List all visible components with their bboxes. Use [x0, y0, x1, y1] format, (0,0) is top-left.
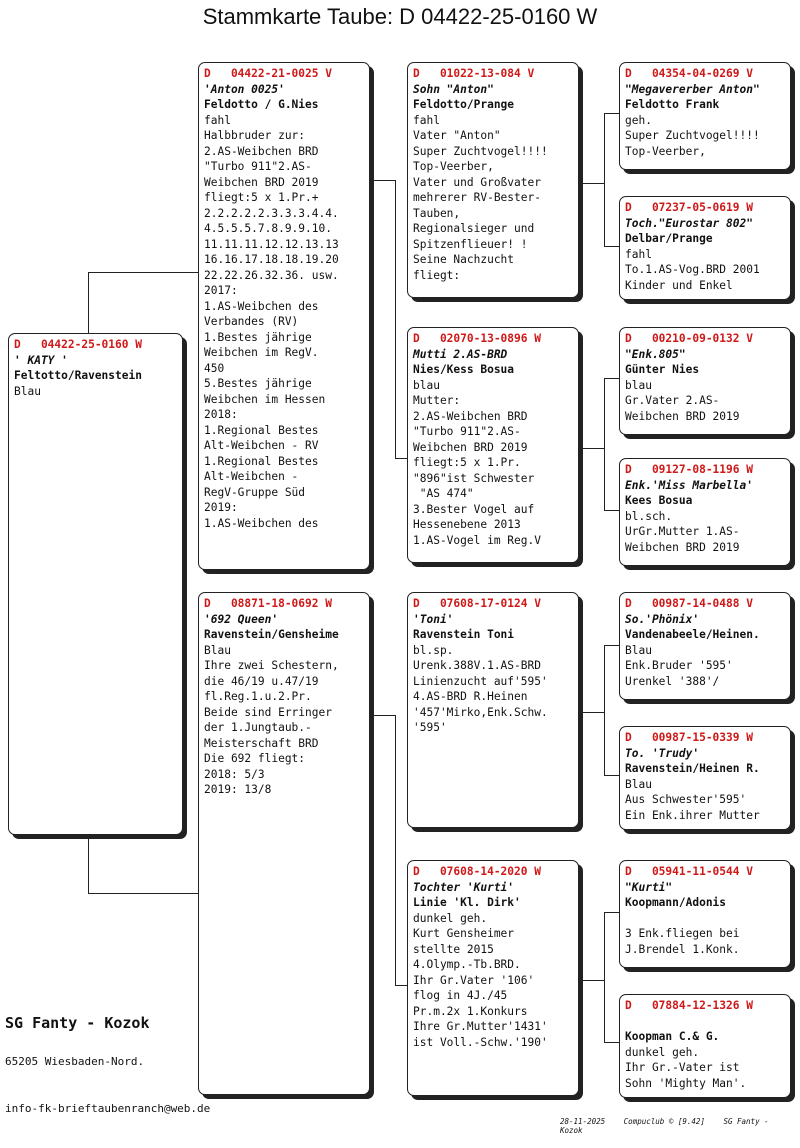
info-line: Urenkel '388'/ [625, 674, 720, 688]
info-line: 1.Regional Bestes [204, 454, 319, 468]
pedigree-card-fmm[interactable] [619, 458, 791, 566]
info-line: stellte 2015 [413, 942, 494, 956]
info-line: bl.sp. [413, 643, 454, 657]
connector [583, 980, 604, 981]
info-line: 2019: 13/8 [204, 783, 272, 796]
pigeon-name: "Megavererber Anton" [625, 82, 760, 96]
info-line: Pr.m.2x 1.Konkurs [413, 1004, 528, 1018]
info-line: ist Voll.-Schw.'190' [413, 1035, 548, 1049]
ring-number: D 07608-14-2020 W [413, 865, 541, 878]
info-line: Weibchen BRD 2019 [413, 440, 528, 454]
breeder-name: Vandenabeele/Heinen. [625, 628, 760, 641]
pedigree-card-subject[interactable] [8, 333, 183, 835]
info-line: J.Brendel 1.Konk. [625, 942, 740, 956]
breeder-name: Ravenstein/Gensheime [204, 628, 339, 641]
info-line: '595' [413, 721, 447, 734]
info-line: Linienzucht auf'595' [413, 674, 548, 688]
ring-number: D 07608-17-0124 V [413, 597, 541, 610]
pedigree-card-ffm[interactable] [619, 196, 791, 300]
info-line: Super Zuchtvogel!!!! [413, 144, 548, 158]
info-line: fliegt: [413, 268, 461, 282]
connector [583, 712, 604, 713]
info-line: dunkel geh. [413, 911, 488, 925]
info-line: blau [413, 378, 440, 392]
info-line: 2018: 5/3 [204, 767, 265, 781]
pigeon-name: 'Anton 0025' [204, 82, 285, 96]
info-line: Kurt Gensheimer [413, 927, 515, 940]
info-line: fahl [625, 247, 652, 261]
pedigree-card-mf[interactable] [407, 592, 579, 828]
info-line: Blau [204, 643, 231, 657]
pigeon-name: ' KATY ' [14, 353, 68, 367]
ring-number: D 09127-08-1196 W [625, 463, 753, 476]
info-line: Urenk.388V.1.AS-BRD [413, 659, 541, 672]
info-line: 450 [204, 361, 225, 375]
connector [604, 912, 620, 913]
breeder-name: Kees Bosua [625, 494, 693, 507]
connector [604, 113, 605, 246]
ring-number: D 05941-11-0544 V [625, 865, 753, 878]
breeder-name: Feldotto Frank [625, 98, 720, 111]
info-line: fliegt:5 x 1.Pr. [413, 456, 521, 469]
info-line: Gr.Vater 2.AS- [625, 394, 720, 407]
info-line: Die 692 fliegt: [204, 752, 306, 765]
info-line: die 46/19 u.47/19 [204, 674, 319, 688]
ring-number: D 04422-25-0160 W [14, 338, 142, 351]
info-line: Verbandes (RV) [204, 315, 299, 328]
pedigree-card-mff[interactable] [619, 592, 791, 700]
info-line: Ihre zwei Schestern, [204, 659, 339, 672]
info-line: 4.5.5.5.7.8.9.9.10. [204, 222, 332, 235]
breeder-name: Feldotto/Prange [413, 98, 515, 111]
info-line: "Turbo 911"2.AS- [204, 160, 312, 173]
info-line: Kinder und Enkel [625, 278, 733, 292]
pedigree-card-fm[interactable] [407, 327, 579, 563]
info-line: Regionalsieger und [413, 222, 535, 235]
connector [604, 510, 620, 511]
pigeon-name: Toch."Eurostar 802" [625, 216, 753, 230]
connector [604, 1042, 620, 1043]
owner-email: info-fk-brieftaubenranch@web.de [5, 1102, 211, 1115]
ring-number: D 01022-13-084 V [413, 67, 535, 80]
info-line: '457'Mirko,Enk.Schw. [413, 705, 548, 719]
info-line: 2.2.2.2.2.3.3.3.4.4. [204, 206, 339, 220]
info-line: der 1.Jungtaub.- [204, 721, 312, 734]
info-line: Beide sind Erringer [204, 705, 332, 719]
pedigree-card-mother[interactable] [198, 592, 370, 1095]
info-line: 3 Enk.fliegen bei [625, 927, 740, 940]
connector [604, 645, 620, 646]
info-line: Weibchen BRD 2019 [204, 175, 319, 189]
info-line: Ein Enk.ihrer Mutter [625, 808, 760, 822]
connector [395, 180, 396, 458]
info-line: 22.22.26.32.36. usw. [204, 268, 339, 282]
info-line: Halbbruder zur: [204, 129, 306, 142]
pigeon-name: Tochter 'Kurti' [413, 880, 515, 894]
breeder-name: Koopmann/Adonis [625, 896, 727, 909]
info-line: Blau [14, 384, 41, 398]
pedigree-card-fff[interactable] [619, 62, 791, 170]
pedigree-card-mfm[interactable] [619, 726, 791, 830]
info-line: Vater und Großvater [413, 175, 541, 189]
pedigree-card-mmf[interactable] [619, 860, 791, 968]
info-line: Alt-Weibchen - RV [204, 439, 319, 452]
info-line: fliegt:5 x 1.Pr.+ [204, 191, 319, 204]
breeder-name: Linie 'Kl. Dirk' [413, 896, 521, 909]
info-line: Alt-Weibchen - [204, 470, 299, 483]
info-line: 2019: [204, 501, 238, 514]
connector [370, 715, 395, 716]
info-line: 1.Bestes jährige [204, 330, 312, 344]
pigeon-name: Sohn "Anton" [413, 82, 494, 96]
connector [88, 272, 89, 334]
pigeon-name: 'Toni' [413, 612, 454, 626]
pedigree-card-mmm[interactable] [619, 994, 791, 1098]
info-line: 4.AS-BRD R.Heinen [413, 690, 528, 703]
info-line: 1.AS-Weibchen des [204, 516, 319, 530]
pedigree-card-father[interactable] [198, 62, 370, 570]
connector [583, 183, 604, 184]
info-line: flog in 4J./45 [413, 989, 508, 1002]
print-date: 28-11-2025 [560, 1117, 606, 1126]
info-line: 2017: [204, 284, 238, 297]
info-line: Blau [625, 643, 652, 657]
ring-number: D 08871-18-0692 W [204, 597, 332, 610]
info-line: 1.AS-Weibchen des [204, 299, 319, 313]
info-line: "896"ist Schwester [413, 471, 535, 485]
pedigree-card-ff[interactable] [407, 62, 579, 298]
pigeon-name: "Kurti" [625, 880, 673, 894]
ring-number: D 00987-14-0488 V [625, 597, 753, 610]
ring-number: D 07884-12-1326 W [625, 999, 753, 1012]
info-line: 4.Olymp.-Tb.BRD. [413, 958, 521, 971]
pedigree-card-fmf[interactable] [619, 327, 791, 435]
info-line: Sohn 'Mighty Man'. [625, 1076, 747, 1090]
info-line: 5.Bestes jährige [204, 377, 312, 390]
info-line: blau [625, 378, 652, 392]
info-line: dunkel geh. [625, 1045, 700, 1059]
ring-number: D 07237-05-0619 W [625, 201, 753, 214]
info-line: 16.16.17.18.18.19.20 [204, 253, 339, 266]
info-line: 2.AS-Weibchen BRD [413, 409, 528, 423]
connector [604, 113, 620, 114]
ring-number: D 04422-21-0025 V [204, 67, 332, 80]
info-line: Meisterschaft BRD [204, 736, 319, 750]
pigeon-name: Mutti 2.AS-BRD [413, 347, 508, 361]
owner-short: SG Fanty - Kozok [560, 1117, 769, 1135]
ring-number: D 04354-04-0269 V [625, 67, 753, 80]
connector [604, 775, 620, 776]
info-line: Ihr Gr.-Vater ist [625, 1061, 740, 1074]
info-line: 1.Regional Bestes [204, 423, 319, 437]
info-line: Tauben, [413, 206, 461, 220]
info-line: Weibchen BRD 2019 [625, 409, 740, 423]
breeder-name: Günter Nies [625, 363, 700, 376]
breeder-name: Ravenstein/Heinen R. [625, 762, 760, 775]
ring-number: D 02070-13-0896 W [413, 332, 541, 345]
pedigree-card-mm[interactable] [407, 860, 579, 1096]
print-meta [560, 1117, 800, 1135]
pigeon-name [625, 1014, 785, 1030]
connector [604, 378, 605, 510]
info-line: Aus Schwester'595' [625, 793, 747, 806]
breeder-name: Feltotto/Ravenstein [14, 369, 142, 382]
info-line: bl.sch. [625, 509, 673, 523]
pigeon-name: So.'Phönix' [625, 612, 700, 626]
connector [583, 448, 604, 449]
info-line: "Turbo 911"2.AS- [413, 425, 521, 438]
pigeon-name: Enk.'Miss Marbella' [625, 478, 753, 492]
connector [370, 180, 395, 181]
info-line: Ihr Gr.Vater '106' [413, 973, 535, 987]
info-line: Enk.Bruder '595' [625, 659, 733, 672]
connector [604, 645, 605, 775]
connector [88, 893, 200, 894]
info-line: fl.Reg.1.u.2.Pr. [204, 690, 312, 703]
info-line: 11.11.11.12.12.13.13 [204, 237, 339, 251]
info-line: To.1.AS-Vog.BRD 2001 [625, 263, 760, 276]
info-line: Hessenebene 2013 [413, 518, 521, 531]
pigeon-name: To. 'Trudy' [625, 746, 700, 760]
breeder-name: Delbar/Prange [625, 232, 713, 245]
page-title: Stammkarte Taube: D 04422-25-0160 W [202, 4, 598, 29]
info-line: 3.Bester Vogel auf [413, 502, 535, 516]
breeder-name: Feldotto / G.Nies [204, 98, 319, 111]
info-line: Ihre Gr.Mutter'1431' [413, 1020, 548, 1033]
info-line: Spitzenflieuer! ! [413, 237, 528, 251]
info-line: Weibchen im RegV. [204, 346, 319, 359]
info-line: Top-Veerber, [625, 144, 706, 158]
breeder-name: Ravenstein Toni [413, 628, 515, 641]
info-line: geh. [625, 113, 652, 127]
info-line: Weibchen BRD 2019 [625, 540, 740, 554]
info-line: RegV-Gruppe Süd [204, 485, 306, 499]
info-line: Weibchen im Hessen [204, 392, 326, 406]
software-credit: Compuclub © [9.42] [623, 1117, 705, 1126]
info-line: 2018: [204, 408, 238, 421]
connector [88, 835, 89, 893]
info-line: Mutter: [413, 394, 461, 407]
info-line: "AS 474" [413, 487, 474, 500]
info-line: mehrerer RV-Bester- [413, 191, 541, 204]
owner-address: 65205 Wiesbaden-Nord. [5, 1055, 145, 1068]
info-line: fahl [413, 113, 440, 127]
pigeon-name: '692 Queen' [204, 612, 279, 626]
info-line: Vater "Anton" [413, 129, 501, 142]
info-line: Blau [625, 777, 652, 791]
breeder-name: Koopman C.& G. [625, 1030, 720, 1043]
info-line: Top-Veerber, [413, 160, 494, 173]
pigeon-name: "Enk.805" [625, 347, 686, 361]
info-line [625, 911, 785, 927]
owner-name: SG Fanty - Kozok [5, 1014, 150, 1032]
connector [604, 912, 605, 1042]
ring-number: D 00210-09-0132 V [625, 332, 753, 345]
ring-number: D 00987-15-0339 W [625, 731, 753, 744]
connector [604, 378, 620, 379]
info-line: 2.AS-Weibchen BRD [204, 144, 319, 158]
breeder-name: Nies/Kess Bosua [413, 363, 515, 376]
info-line: 1.AS-Vogel im Reg.V [413, 533, 541, 547]
info-line: fahl [204, 113, 231, 127]
connector [88, 272, 200, 273]
info-line: UrGr.Mutter 1.AS- [625, 525, 740, 538]
info-line: Super Zuchtvogel!!!! [625, 129, 760, 142]
connector [604, 246, 620, 247]
info-line: Seine Nachzucht [413, 253, 515, 266]
connector [395, 715, 396, 985]
